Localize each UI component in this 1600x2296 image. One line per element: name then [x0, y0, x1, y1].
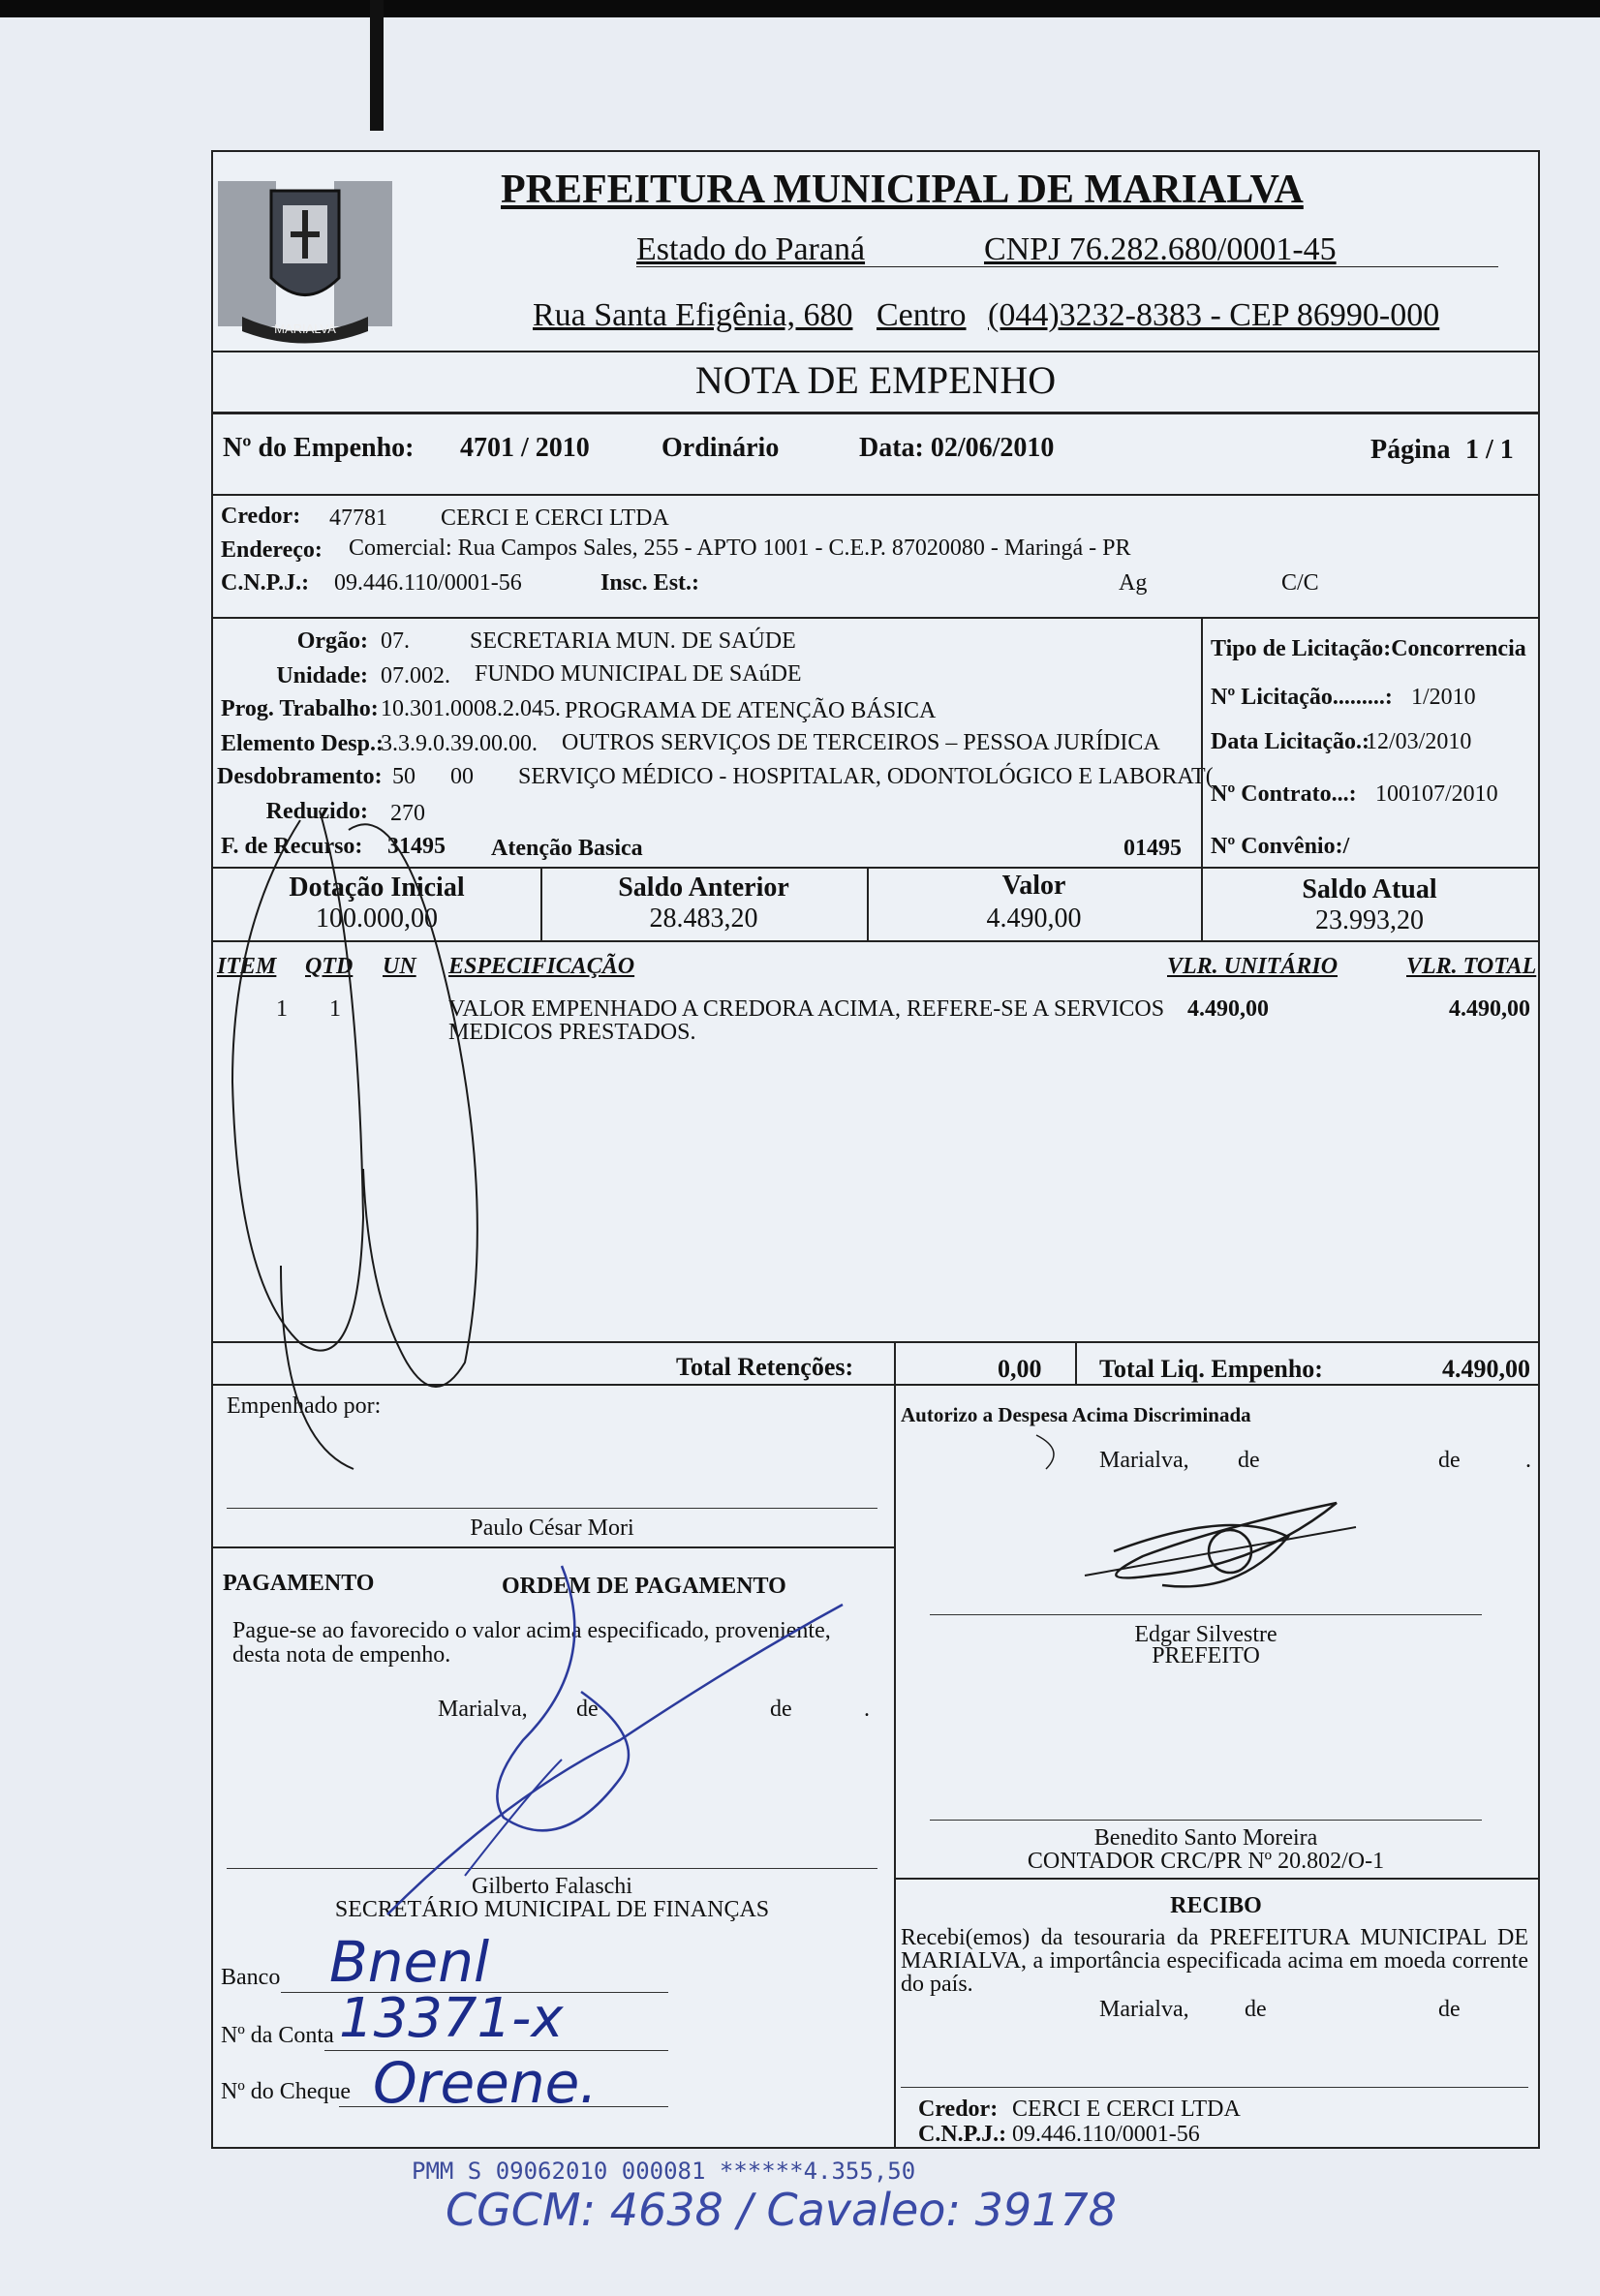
banco-label: Banco [221, 1965, 281, 1990]
street-address: Rua Santa Efigênia, 680 [533, 297, 853, 333]
num-licitacao: 1/2010 [1411, 685, 1476, 710]
orgao-code: 07. [381, 628, 410, 654]
cashier-stamp: PMM S 09062010 000081 ******4.355,50 [412, 2158, 916, 2185]
reduzido-label: Reduzido: [265, 799, 368, 824]
prog-name: PROGRAMA DE ATENÇÃO BÁSICA [565, 698, 937, 723]
empenho-number: 4701 / 2010 [460, 433, 590, 463]
insc-label: Insc. Est.: [600, 570, 700, 596]
data-licitacao-label: Data Licitação.: [1211, 729, 1369, 754]
empenhado-name: Paulo César Mori [470, 1515, 634, 1541]
row-spec-line2: MEDICOS PRESTADOS. [448, 1020, 696, 1045]
elemento-label: Elemento Desp.: [221, 731, 384, 756]
handwritten-note: CGCM: 4638 / Cavaleo: 39178 [446, 2184, 1117, 2236]
liq-value: 4.490,00 [1442, 1355, 1530, 1383]
empenhado-label: Empenhado por: [227, 1393, 382, 1419]
tipo-licitacao: Tipo de Licitação:Concorrencia [1211, 636, 1526, 661]
saldo-atual-value: 23.993,20 [1315, 905, 1424, 935]
prefeitura-title: PREFEITURA MUNICIPAL DE MARIALVA [501, 168, 1304, 212]
page-label: Página [1370, 435, 1451, 465]
empenho-label: Nº do Empenho: [223, 433, 415, 463]
row-total-value: 4.490,00 [1449, 996, 1530, 1022]
row-unit-value: 4.490,00 [1187, 996, 1269, 1022]
hand-banco: Bnenl [329, 1929, 490, 1995]
aut-place: Marialva, [1099, 1448, 1189, 1473]
aut-dot: . [1525, 1448, 1531, 1473]
credor-code: 47781 [329, 505, 387, 531]
num-licitacao-label: Nº Licitação.........: [1211, 685, 1393, 710]
prog-code: 10.301.0008.2.045. [381, 696, 561, 721]
hand-cheque: Oreene. [373, 2050, 598, 2116]
prefeito-name: Edgar Silvestre [1134, 1622, 1277, 1647]
recurso-label: F. de Recurso: [221, 834, 363, 859]
pag-place: Marialva, [438, 1697, 528, 1722]
phone-cep: (044)3232-8383 - CEP 86990-000 [988, 297, 1440, 333]
municipal-crest-icon [213, 152, 397, 346]
prefeito-role: PREFEITO [1152, 1643, 1260, 1668]
document-title: NOTA DE EMPENHO [694, 358, 1057, 402]
saldo-anterior-value: 28.483,20 [649, 903, 758, 934]
row-qtd: 1 [329, 996, 341, 1022]
desdobramento-b: 00 [450, 764, 474, 789]
valor-label: Valor [1001, 871, 1066, 901]
recibo-credor-name: CERCI E CERCI LTDA [1012, 2097, 1241, 2122]
header-un: UN [383, 954, 416, 979]
header-qtd: QTD [305, 954, 354, 979]
row-item: 1 [276, 996, 288, 1022]
nota-de-empenho-form [211, 150, 1540, 2149]
district: Centro [877, 297, 967, 333]
header-spec: ESPECIFICAÇÃO [448, 954, 635, 979]
pag-de1: de [576, 1697, 599, 1722]
unidade-label: Unidade: [276, 663, 368, 689]
pague-text: Pague-se ao favorecido o valor acima especificado, proveniente, desta nota de empenho. [232, 1618, 831, 1668]
desdobramento-name: SERVIÇO MÉDICO - HOSPITALAR, ODONTOLÓGICO E LABORAT( [518, 764, 1214, 789]
reduzido-value: 270 [390, 801, 425, 826]
conta-label: Nº da Conta [221, 2023, 334, 2048]
cc-label: C/C [1281, 570, 1319, 596]
recibo-title: RECIBO [1170, 1893, 1262, 1918]
unidade-code: 07.002. [381, 663, 450, 689]
orgao-name: SECRETARIA MUN. DE SAÚDE [470, 628, 796, 654]
elemento-name: OUTROS SERVIÇOS DE TERCEIROS – PESSOA JURÍDICA [562, 730, 1160, 755]
pagamento-label: PAGAMENTO [223, 1571, 375, 1596]
recibo-cnpj: 09.446.110/0001-56 [1012, 2122, 1200, 2147]
credor-address: Comercial: Rua Campos Sales, 255 - APTO 1001 - C.E.P. 87020080 - Maringá - PR [349, 536, 1131, 561]
aut-de1: de [1238, 1448, 1260, 1473]
secretario-role: SECRETÁRIO MUNICIPAL DE FINANÇAS [334, 1897, 770, 1922]
prog-label: Prog. Trabalho: [221, 696, 379, 721]
aut-de2: de [1438, 1448, 1461, 1473]
convenio: Nº Convênio:/ [1211, 834, 1350, 859]
autorizo-label: Autorizo a Despesa Acima Discriminada [901, 1403, 1251, 1426]
contador-name: Benedito Santo Moreira [1093, 1825, 1318, 1851]
svg-text:MARIALVA: MARIALVA [274, 321, 336, 336]
page-value: 1 / 1 [1465, 435, 1514, 465]
recibo-de2: de [1438, 1997, 1461, 2022]
header-total-value: VLR. TOTAL [1406, 954, 1537, 979]
saldo-atual-label: Saldo Atual [1302, 874, 1437, 904]
cheque-label: Nº do Cheque [221, 2079, 352, 2104]
secretario-name: Gilberto Falaschi [472, 1874, 632, 1899]
scan-top-border [0, 0, 1600, 17]
retencoes-value: 0,00 [998, 1355, 1042, 1383]
credor-name: CERCI E CERCI LTDA [441, 505, 669, 531]
contrato-label: Nº Contrato...: [1211, 781, 1357, 807]
pag-de2: de [770, 1697, 792, 1722]
orgao-label: Orgão: [296, 628, 368, 654]
recibo-text: Recebi(emos) da tesouraria da PREFEITURA MUNICIPAL DE MARIALVA, a importância especificada acima em moeda corrente do país. [901, 1925, 1528, 1997]
binder-clip-mark [370, 0, 384, 131]
saldo-anterior-label: Saldo Anterior [618, 872, 789, 903]
cnpj-label: CNPJ 76.282.680/0001-45 [984, 231, 1337, 267]
credor-cnpj: 09.446.110/0001-56 [334, 570, 522, 596]
credor-label: Credor: [221, 504, 301, 529]
recibo-de1: de [1245, 1997, 1267, 2022]
data-licitacao: 12/03/2010 [1366, 729, 1472, 754]
recurso-code: 31495 [387, 834, 446, 859]
header-unit-value: VLR. UNITÁRIO [1167, 954, 1338, 979]
endereco-label: Endereço: [221, 537, 323, 563]
recibo-place: Marialva, [1099, 1997, 1189, 2022]
state-label: Estado do Paraná [636, 231, 866, 267]
recurso-code2: 01495 [1123, 836, 1182, 861]
ag-label: Ag [1119, 570, 1148, 596]
empenho-type: Ordinário [662, 433, 780, 463]
header-item: ITEM [217, 954, 277, 979]
recurso-name: Atenção Basica [491, 836, 643, 861]
retencoes-label: Total Retenções: [676, 1353, 854, 1381]
valor-value: 4.490,00 [986, 903, 1082, 934]
liq-label: Total Liq. Empenho: [1099, 1355, 1323, 1383]
dotacao-label: Dotação Inicial [289, 872, 465, 903]
contrato-value: 100107/2010 [1375, 781, 1498, 807]
recibo-cnpj-label: C.N.P.J.: [918, 2122, 1007, 2147]
empenho-date: Data: 02/06/2010 [859, 433, 1055, 463]
desdobramento-label: Desdobramento: [217, 764, 383, 789]
elemento-code: 3.3.9.0.39.00.00. [381, 731, 538, 756]
desdobramento-a: 50 [392, 764, 415, 789]
cnpj-label-credor: C.N.P.J.: [221, 570, 310, 596]
recibo-credor-label: Credor: [918, 2097, 999, 2122]
unidade-name: FUNDO MUNICIPAL DE SAúDE [475, 661, 802, 687]
contador-role: CONTADOR CRC/PR Nº 20.802/O-1 [1027, 1849, 1385, 1874]
hand-conta: 13371-x [339, 1987, 564, 2050]
ordem-label: ORDEM DE PAGAMENTO [502, 1574, 786, 1599]
row-spec-line1: VALOR EMPENHADO A CREDORA ACIMA, REFERE-SE A SERVICOS [448, 996, 1165, 1022]
pag-dot: . [864, 1697, 870, 1722]
dotacao-value: 100.000,00 [316, 903, 438, 934]
